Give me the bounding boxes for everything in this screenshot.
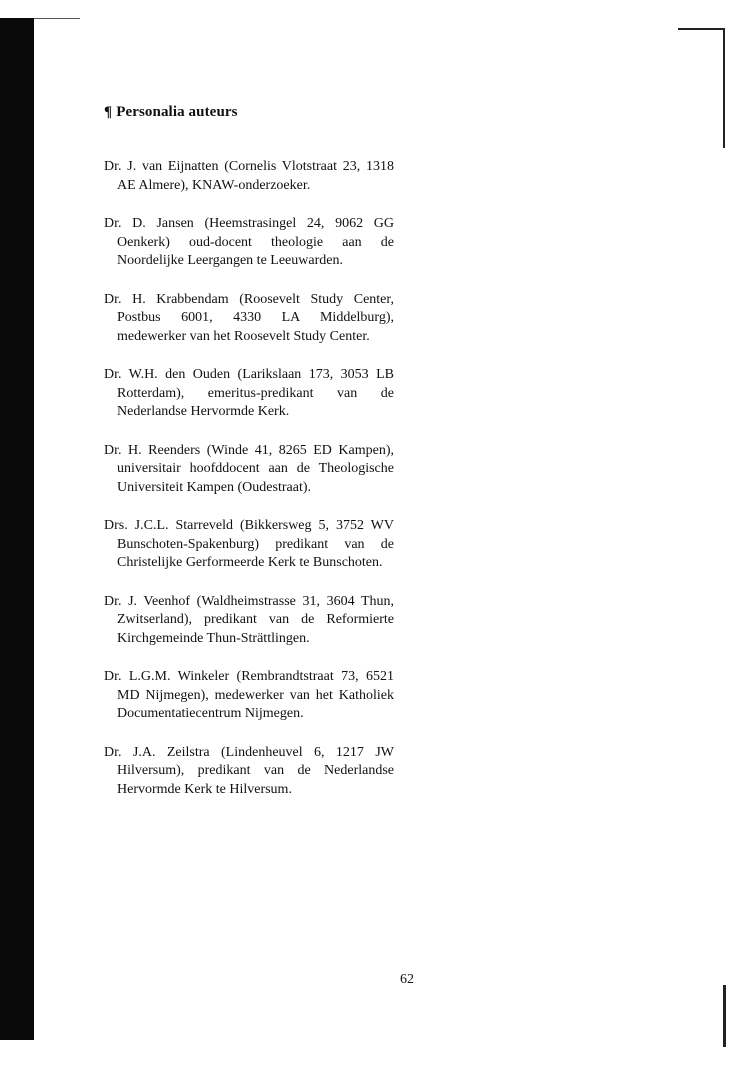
- scan-crop-line: [34, 18, 80, 19]
- author-entry: Drs. J.C.L. Starreveld (Bikkersweg 5, 3752 WV Bunschoten-Spakenburg) predikant van de Christelijke Gerformeerde Kerk te Bunschoten.: [104, 518, 394, 570]
- pilcrow-symbol: ¶: [104, 104, 113, 120]
- author-entry: Dr. W.H. den Ouden (Larikslaan 173, 3053 LB Rotterdam), emeritus-predikant van de Nederlandse Hervormde Kerk.: [104, 367, 394, 419]
- scan-edge-line: [723, 28, 725, 148]
- author-list: [104, 158, 394, 819]
- author-entry: Dr. L.G.M. Winkeler (Rembrandtstraat 73, 6521 MD Nijmegen), medewerker van het Katholiek Documentatiecentrum Nijmegen.: [104, 669, 394, 721]
- scan-crop-line: [678, 28, 724, 30]
- author-entry: Dr. J.A. Zeilstra (Lindenheuvel 6, 1217 JW Hilversum), predikant van de Nederlandse Hervormde Kerk te Hilversum.: [104, 744, 394, 797]
- author-entry: Dr. D. Jansen (Heemstrasingel 24, 9062 GG Oenkerk) oud-docent theologie aan de Noordelijke Leergangen te Leeuwarden.: [104, 216, 394, 268]
- author-entry: Dr. J. van Eijnatten (Cornelis Vlotstraat 23, 1318 AE Almere), KNAW-onderzoeker.: [104, 159, 394, 193]
- section-title: Personalia auteurs: [116, 104, 238, 120]
- scan-edge-line: [723, 985, 726, 1047]
- author-entry: Dr. J. Veenhof (Waldheimstrasse 31, 3604 Thun, Zwitserland), predikant van de Reformierte Kirchgemeinde Thun-Strättlingen.: [104, 593, 394, 646]
- page-number: 62: [400, 972, 414, 987]
- section-heading: [104, 104, 238, 121]
- scan-edge-shadow: [0, 18, 34, 1040]
- author-entry: Dr. H. Krabbendam (Roosevelt Study Center, Postbus 6001, 4330 LA Middelburg), medewerker van het Roosevelt Study Center.: [104, 291, 394, 344]
- author-entry: Dr. H. Reenders (Winde 41, 8265 ED Kampen), universitair hoofddocent aan de Theologische Universiteit Kampen (Oudestraat).: [104, 442, 394, 495]
